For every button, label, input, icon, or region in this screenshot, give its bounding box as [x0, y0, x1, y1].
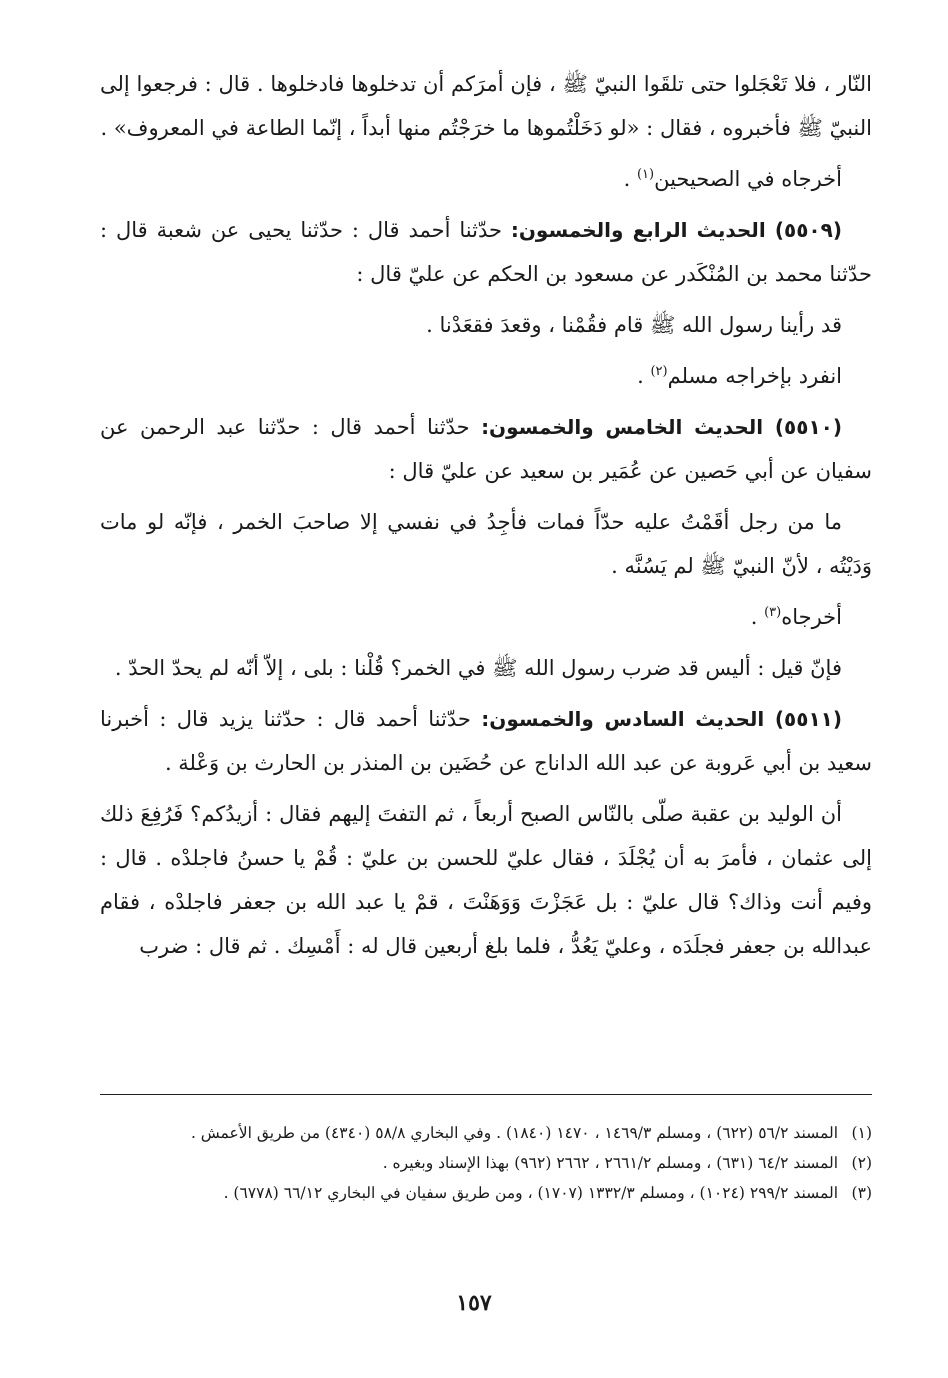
hadith-5509-title: (٥٥٠٩) الحديث الرابع والخمسون: — [510, 218, 842, 242]
footnotes — [100, 1118, 872, 1208]
footnote-1-number: (١) — [851, 1124, 872, 1142]
paragraph-4 — [100, 354, 872, 398]
footnote-ref-1[interactable]: (١) — [636, 167, 655, 182]
paragraph-6-end: . — [750, 605, 765, 629]
footnote-2 — [100, 1148, 872, 1178]
paragraph-1: النّار ، فلا تَعْجَلوا حتى تلقَوا النبيّ ﷺ ، فإن أمرَكم أن تدخلوها فادخلوها . قال : فرجعوا إلى النبيّ ﷺ فأخبروه ، فقال : «لو دَخَلْتُموها ما خرَجْتُم منها أبداً ، إنّما الطاعة في المعروف» . — [100, 72, 872, 140]
hadith-5510-chain: حدّثنا أحمد قال : حدّثنا عبد الرحمن عن سفيان عن أبي حَصين عن عُمَير بن سعيد عن عليّ قال : — [100, 415, 872, 483]
footnote-ref-3[interactable]: (٣) — [764, 605, 782, 620]
paragraph-6-text: أخرجاه — [781, 605, 842, 629]
paragraph-2 — [100, 157, 872, 201]
footnote-ref-2[interactable]: (٢) — [650, 364, 668, 379]
paragraph-2-end: . — [623, 167, 637, 191]
paragraph-3: قد رأينا رسول الله ﷺ قام فقُمْنا ، وقعدَ فقعَدْنا . — [426, 313, 842, 337]
paragraph-4-text: انفرد بإخراجه مسلم — [667, 364, 842, 388]
footnote-divider — [100, 1094, 872, 1095]
main-text — [100, 62, 872, 975]
paragraph-8: أن الوليد بن عقبة صلّى بالنّاس الصبح أربعاً ، ثم التفتَ إليهم فقال : أزيدُكم؟ فَرُفِعَ ذلك إلى عثمان ، فأمرَ به أن يُجْلَدَ ، فقال عليّ للحسن بن عليّ : قُمْ يا حسنُ فاجلدْه . قال : وفيم أنت وذاك؟ قال عليّ : بل عَجَزْتَ وَوَهَنْتَ ، قمْ يا عبد الله بن جعفر فاجلدْه ، فقام عبدالله بن جعفر فجلَدَه ، وعليّ يَعُدُّ ، فلما بلغ أربعين قال له : أَمْسِك . ثم قال : ضرب — [100, 802, 872, 958]
paragraph-7: فإنّ قيل : أليس قد ضرب رسول الله ﷺ في الخمر؟ قُلْنا : بلى ، إلاّ أنّه لم يحدّ الحدّ . — [114, 656, 842, 680]
footnote-3-number: (٣) — [851, 1184, 872, 1202]
footnote-2-number: (٢) — [851, 1154, 872, 1172]
paragraph-2-text: أخرجاه في الصحيحين — [654, 167, 842, 191]
footnote-3 — [100, 1178, 872, 1208]
footnote-1-text: المسند ٥٦/٢ (٦٢٢) ، ومسلم ١٤٦٩/٣ ، ١٤٧٠ (١٨٤٠) . وفي البخاري ٥٨/٨ (٤٣٤٠) من طريق الأعمش . — [190, 1124, 838, 1142]
hadith-5510-title: (٥٥١٠) الحديث الخامس والخمسون: — [481, 415, 842, 439]
hadith-5509-chain: حدّثنا أحمد قال : حدّثنا يحيى عن شعبة قال : حدّثنا محمد بن المُنْكَدر عن مسعود بن الحكم عن عليّ قال : — [100, 218, 872, 286]
paragraph-5: ما من رجل أقَمْتُ عليه حدّاً فمات فأجِدُ في نفسي إلا صاحبَ الخمر ، فإنّه لو مات وَدَيْتُه ، لأنّ النبيّ ﷺ لم يَسُنَّه . — [100, 510, 872, 578]
paragraph-6 — [100, 595, 872, 639]
page-number: ١٥٧ — [456, 1290, 492, 1316]
paragraph-4-end: . — [637, 364, 651, 388]
footnote-3-text: المسند ٢٩٩/٢ (١٠٢٤) ، ومسلم ١٣٣٢/٣ (١٧٠٧) ، ومن طريق سفيان في البخاري ٦٦/١٢ (٦٧٧٨) . — [223, 1184, 838, 1202]
hadith-5509 — [100, 208, 872, 296]
hadith-5511-title: (٥٥١١) الحديث السادس والخمسون: — [481, 707, 842, 731]
footnote-1 — [100, 1118, 872, 1148]
hadith-5510 — [100, 405, 872, 493]
footnote-2-text: المسند ٦٤/٢ (٦٣١) ، ومسلم ٢٦٦١/٢ ، ٢٦٦٢ (٩٦٢) بهذا الإسناد وبغيره . — [382, 1154, 838, 1172]
hadith-5511-chain: حدّثنا أحمد قال : حدّثنا يزيد قال : أخبرنا سعيد بن أبي عَروبة عن عبد الله الداناج عن حُضَين بن المنذر بن الحارث بن وَعْلة . — [100, 707, 872, 775]
hadith-5511 — [100, 697, 872, 785]
